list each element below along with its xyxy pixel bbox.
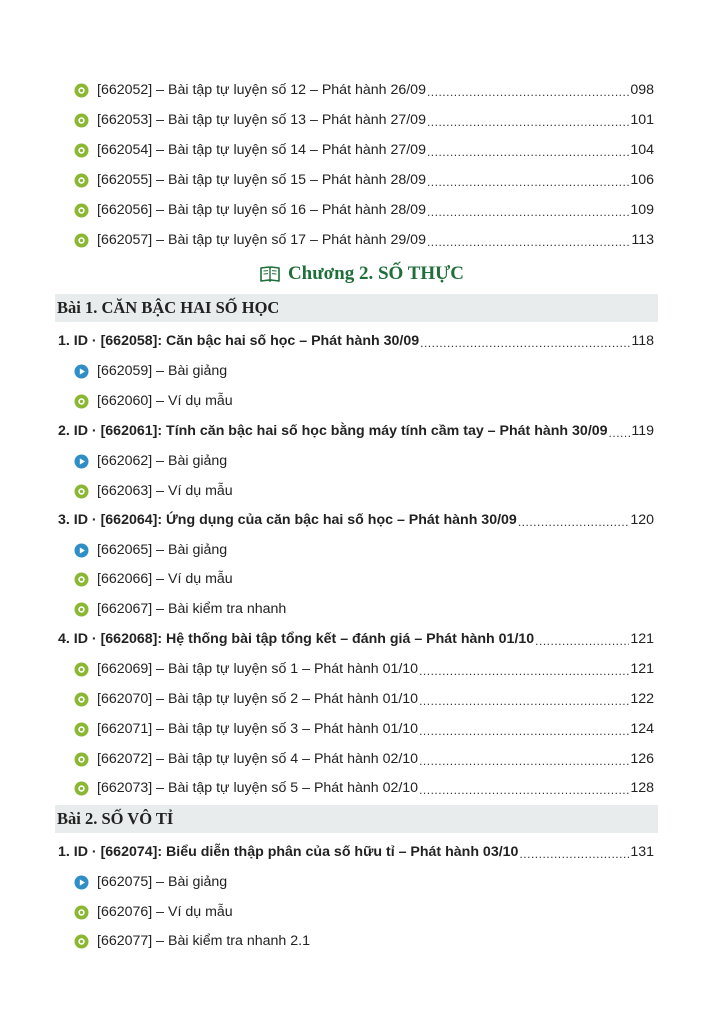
leader-dots [427,175,629,189]
toc-section-label: 3. ID · [662064]: Ứng dụng của căn bậc hai số học – Phát hành 30/09 [58,512,517,528]
toc-item-label: [662052] – Bài tập tự luyện số 12 – Phát hành 26/09 [97,82,426,98]
green-circle-icon [74,662,89,677]
chapter-title[interactable] [0,259,724,289]
toc-section-page: 131 [630,844,654,860]
leader-dots [427,235,630,249]
green-circle-icon [74,905,89,920]
toc-item[interactable] [74,688,654,710]
toc-item[interactable] [74,109,654,131]
green-circle-icon [74,484,89,499]
play-icon [74,454,89,469]
green-circle-icon [74,722,89,737]
toc-item-label: [662059] – Bài giảng [97,363,228,379]
toc-section[interactable] [58,628,654,650]
toc-item[interactable] [74,390,654,412]
toc-item[interactable] [74,199,654,221]
toc-item-page: 124 [630,721,654,737]
leader-dots [535,634,629,648]
toc-section-page: 119 [631,423,654,439]
toc-item-label: [662076] – Ví dụ mẫu [97,904,233,920]
toc-item[interactable] [74,748,654,770]
toc-item-label: [662071] – Bài tập tự luyện số 3 – Phát hành 01/10 [97,721,419,737]
toc-item-page: 128 [630,780,654,796]
toc-section-page: 118 [631,333,654,349]
green-circle-icon [74,602,89,617]
play-icon [74,875,89,890]
toc-section-label: 1. ID · [662074]: Biểu diễn thập phân của số hữu tỉ – Phát hành 03/10 [58,844,519,860]
toc-item[interactable] [74,871,654,893]
toc-item[interactable] [74,777,654,799]
toc-item[interactable] [74,139,654,161]
leader-dots [427,115,629,129]
toc-item[interactable] [74,360,654,382]
toc-item-page: 121 [630,661,654,677]
leader-dots [519,847,629,861]
green-circle-icon [74,173,89,188]
toc-item-label: [662062] – Bài giảng [97,453,228,469]
toc-item-page: 098 [630,82,654,98]
toc-item[interactable] [74,930,654,952]
leader-dots [427,205,629,219]
toc-item-label: [662053] – Bài tập tự luyện số 13 – Phát hành 27/09 [97,112,426,128]
toc-section[interactable] [58,330,654,352]
toc-item-page: 109 [630,202,654,218]
toc-item-label: [662073] – Bài tập tự luyện số 5 – Phát hành 02/10 [97,780,419,796]
leader-dots [427,85,629,99]
toc-item-label: [662066] – Ví dụ mẫu [97,571,233,587]
toc-item[interactable] [74,901,654,923]
green-circle-icon [74,143,89,158]
leader-dots [518,515,630,529]
toc-section[interactable] [58,841,654,863]
toc-section-label: 2. ID · [662061]: Tính căn bậc hai số học bằng máy tính cầm tay – Phát hành 30/09 [58,423,608,439]
toc-item[interactable] [74,718,654,740]
toc-item-page: 122 [630,691,654,707]
toc-item-label: [662072] – Bài tập tự luyện số 4 – Phát hành 02/10 [97,751,419,767]
toc-item-label: [662067] – Bài kiểm tra nhanh [97,601,287,617]
green-circle-icon [74,934,89,949]
toc-item-label: [662069] – Bài tập tự luyện số 1 – Phát hành 01/10 [97,661,419,677]
toc-item-label: [662065] – Bài giảng [97,542,228,558]
toc-item[interactable] [74,480,654,502]
leader-dots [420,336,630,350]
leader-dots [419,754,629,768]
play-icon [74,543,89,558]
leader-dots [419,724,629,738]
play-icon [74,364,89,379]
toc-item[interactable] [74,568,654,590]
toc-item-label: [662070] – Bài tập tự luyện số 2 – Phát hành 01/10 [97,691,419,707]
toc-item[interactable] [74,169,654,191]
toc-item-page: 106 [630,172,654,188]
toc-item[interactable] [74,598,654,620]
toc-item-label: [662075] – Bài giảng [97,874,228,890]
lesson-heading[interactable]: Bài 2. SỐ VÔ TỈ [55,805,658,833]
chapter-title-text: Chương 2. SỐ THỰC [287,263,465,284]
green-circle-icon [74,113,89,128]
green-circle-icon [74,394,89,409]
green-circle-icon [74,83,89,98]
toc-item-page: 104 [630,142,654,158]
leader-dots [609,426,631,440]
toc-item-label: [662056] – Bài tập tự luyện số 16 – Phát hành 28/09 [97,202,426,218]
toc-section-label: 4. ID · [662068]: Hệ thống bài tập tổng kết – đánh giá – Phát hành 01/10 [58,631,535,647]
toc-item[interactable] [74,450,654,472]
toc-item[interactable] [74,658,654,680]
lesson-heading[interactable]: Bài 1. CĂN BẬC HAI SỐ HỌC [55,294,658,322]
toc-item-page: 113 [631,232,654,248]
green-circle-icon [74,572,89,587]
toc-item-page: 101 [630,112,654,128]
toc-item-label: [662055] – Bài tập tự luyện số 15 – Phát hành 28/09 [97,172,426,188]
leader-dots [419,694,629,708]
toc-section-label: 1. ID · [662058]: Căn bậc hai số học – Phát hành 30/09 [58,333,420,349]
toc-section-page: 121 [630,631,654,647]
toc-item[interactable] [74,79,654,101]
green-circle-icon [74,752,89,767]
book-icon [260,265,280,283]
leader-dots [427,145,629,159]
toc-section-page: 120 [630,512,654,528]
green-circle-icon [74,692,89,707]
toc-item-label: [662057] – Bài tập tự luyện số 17 – Phát hành 29/09 [97,232,426,248]
toc-section[interactable] [58,420,654,442]
toc-item-page: 126 [630,751,654,767]
green-circle-icon [74,781,89,796]
toc-item-label: [662063] – Ví dụ mẫu [97,483,233,499]
green-circle-icon [74,203,89,218]
toc-item[interactable] [74,539,654,561]
toc-section[interactable] [58,509,654,531]
toc-item-label: [662054] – Bài tập tự luyện số 14 – Phát hành 27/09 [97,142,426,158]
toc-item-label: [662060] – Ví dụ mẫu [97,393,233,409]
leader-dots [419,783,629,797]
toc-item[interactable] [74,229,654,251]
green-circle-icon [74,233,89,248]
leader-dots [419,664,629,678]
toc-item-label: [662077] – Bài kiểm tra nhanh 2.1 [97,933,310,949]
